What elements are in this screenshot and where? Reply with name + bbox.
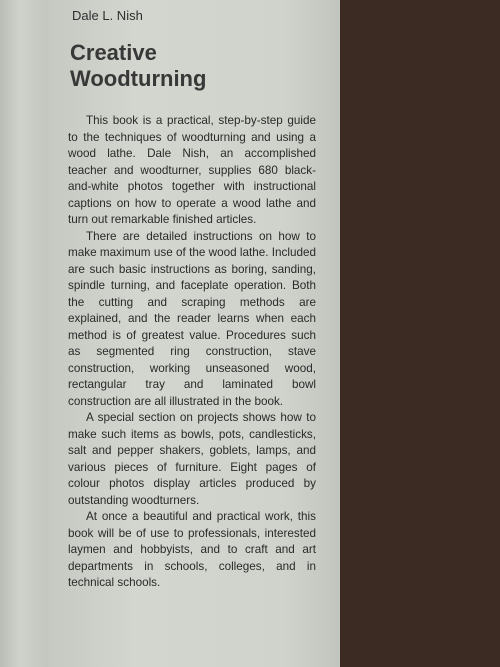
- title-line-1: Creative: [70, 40, 157, 65]
- author-name: Dale L. Nish: [72, 8, 143, 23]
- title-line-2: Woodturning: [70, 66, 207, 91]
- blurb-paragraph-4: At once a beautiful and practical work, this book will be of use to professionals, interested laymen and hobbyists, and to craft and art departments in schools, colleges, and in technical schools.: [68, 510, 316, 589]
- blurb-paragraph-3: A special section on projects shows how to make such items as bowls, pots, candlesticks, salt and pepper shakers, goblets, lamps, and various pieces of furniture. Eight pages of colour photos display articles produced by outstanding woodturners.: [68, 411, 316, 507]
- blurb-paragraph-2: There are detailed instructions on how to make maximum use of the wood lathe. Included are such basic instructions as boring, sanding, spindle turning, and faceplate operation. Both the cutting and scraping methods are explained, and the reader learns when each method is of greatest value. Procedures such as segmented ring construction, stave construction, working unseasoned wood, rectangular tray and laminated bowl construction are all illustrated in the book.: [68, 229, 316, 408]
- book-spine: [0, 0, 48, 667]
- blurb-text: [68, 113, 316, 592]
- book-title: [70, 40, 330, 92]
- book-cover-board: [340, 0, 500, 667]
- blurb-paragraph-1: This book is a practical, step-by-step guide to the techniques of woodturning and using a wood lathe. Dale Nish, an accomplished teacher and woodturner, supplies 680 black-and-white photos together with instructional captions on how to operate a wood lathe and turn out remarkable finished articles.: [68, 114, 316, 226]
